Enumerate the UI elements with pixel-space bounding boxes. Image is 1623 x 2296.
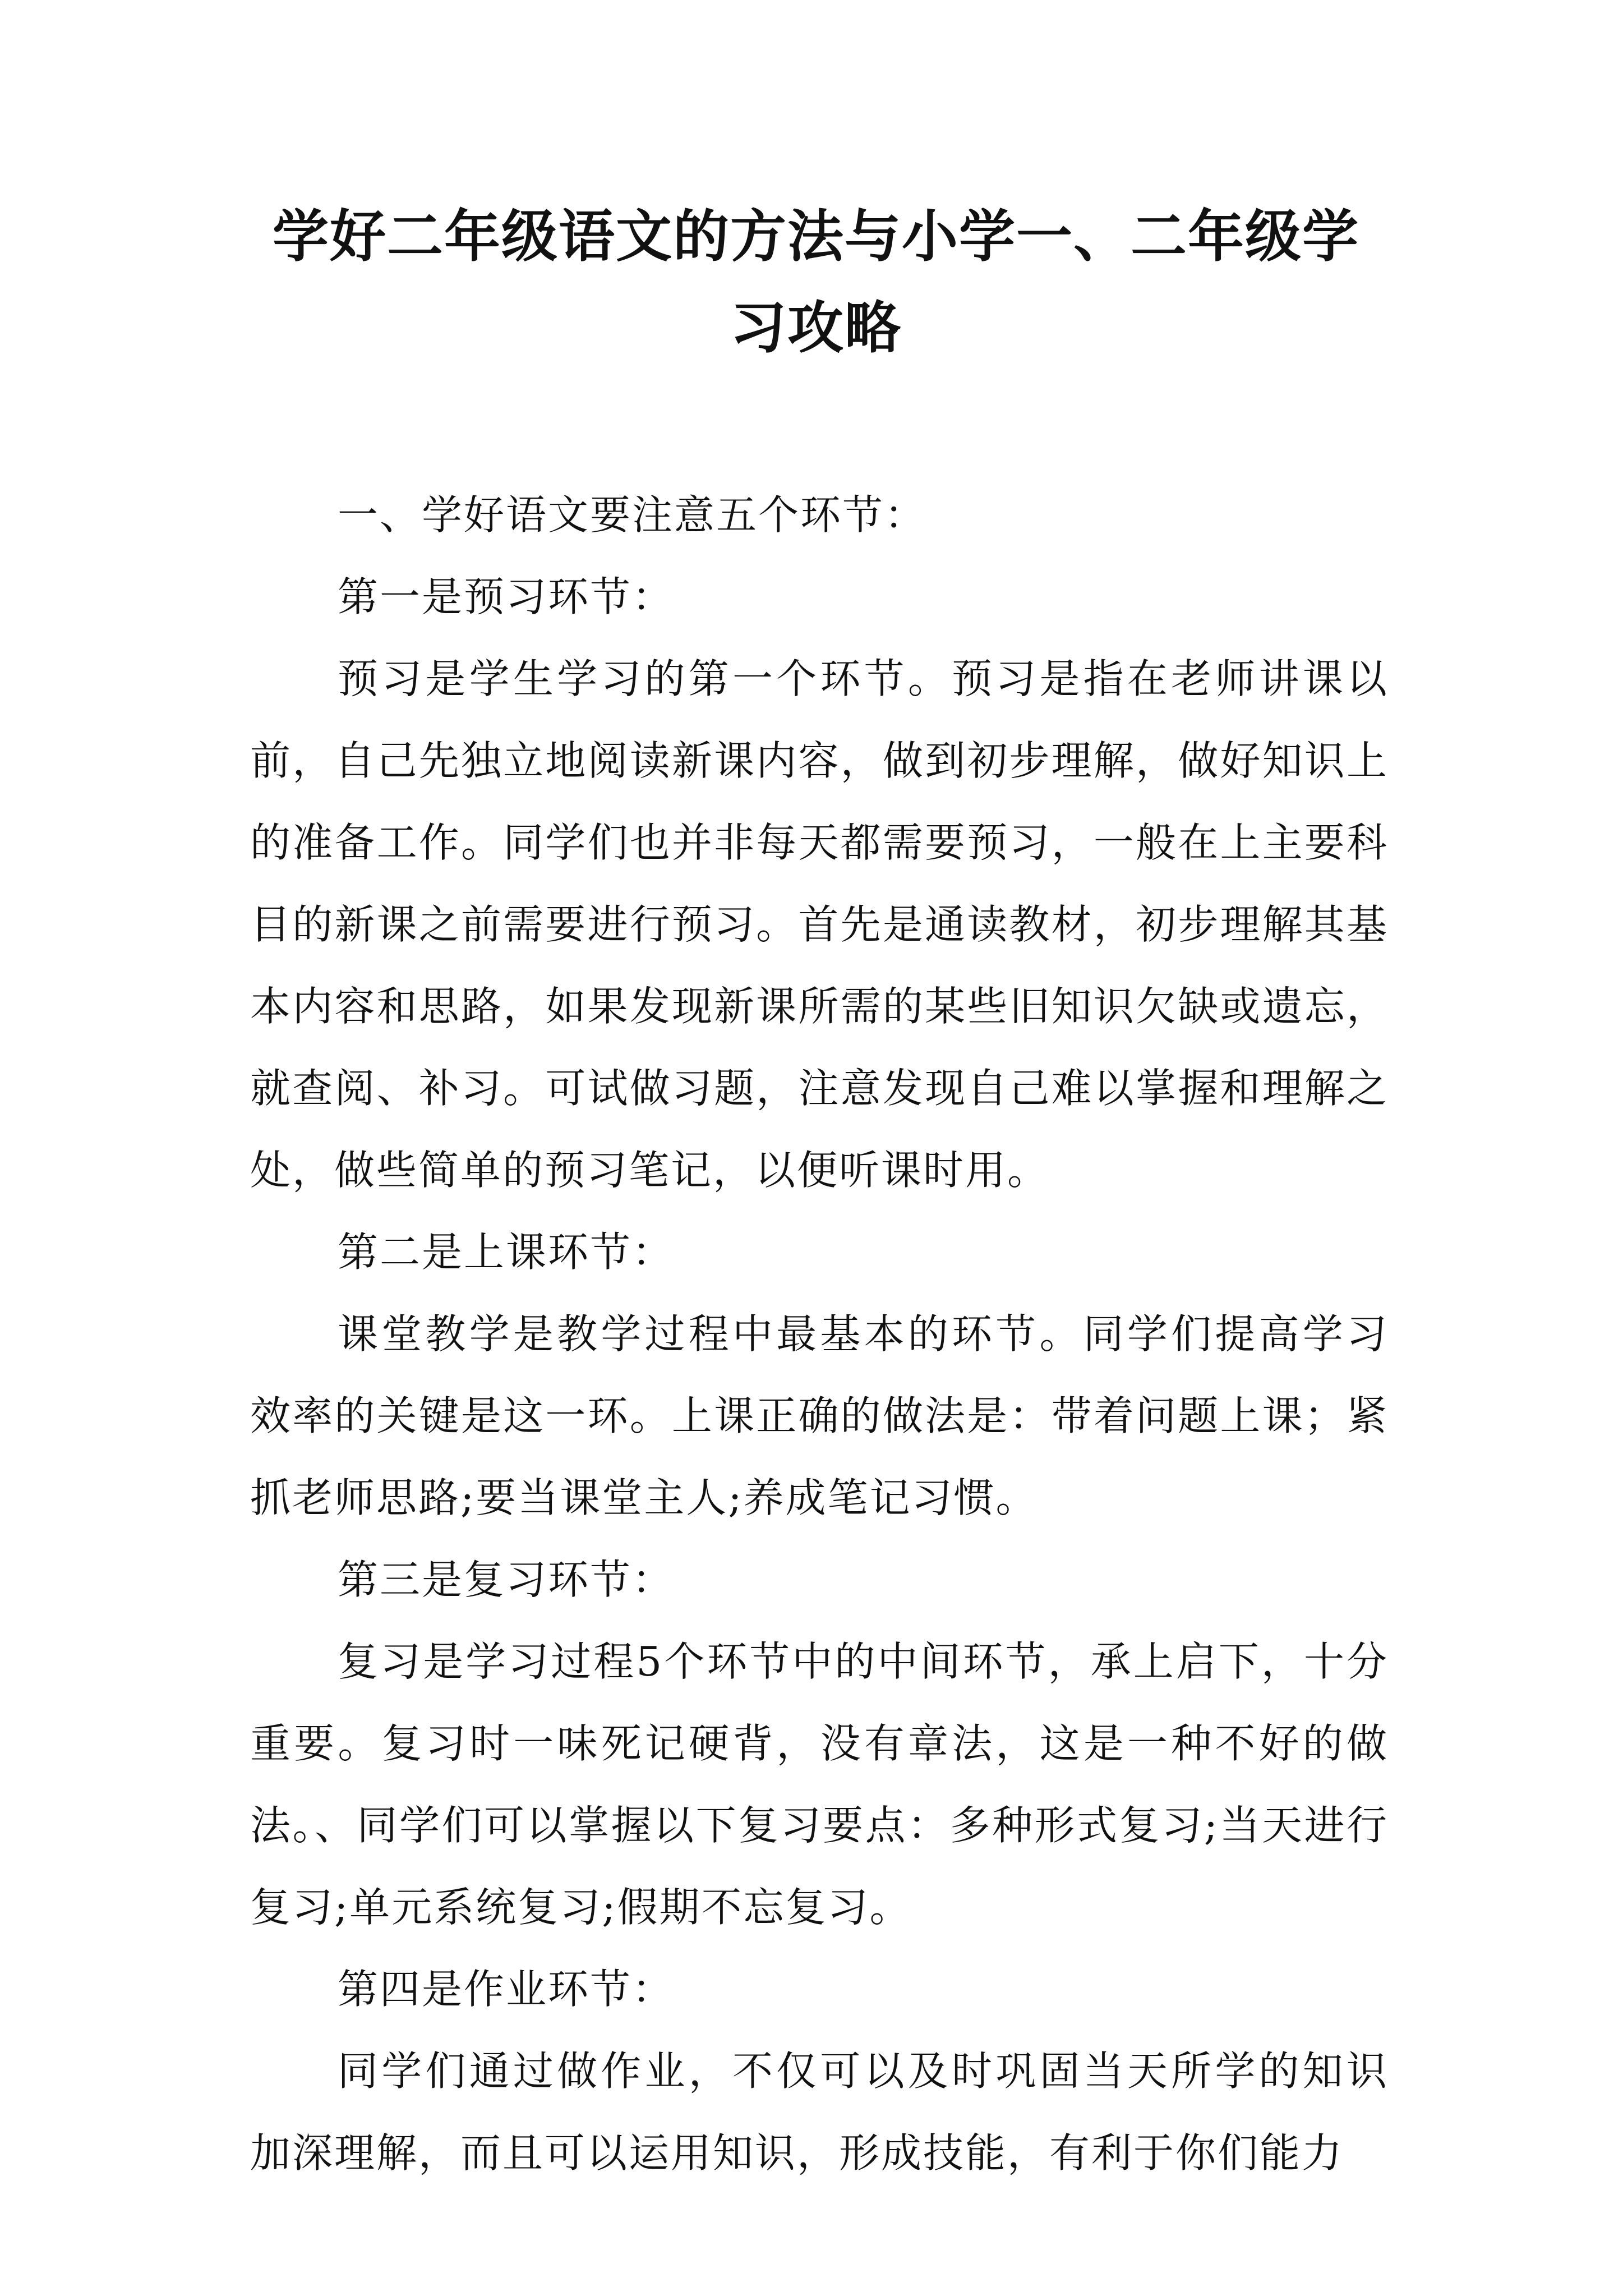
section-heading-review: 第三是复习环节：: [338, 1556, 675, 1603]
document-body: [250, 474, 1389, 2194]
section-heading-preview: 第一是预习环节：: [338, 573, 675, 620]
paragraph-review: 复习是学习过程5个环节中的中间环节，承上启下，十分重要。复习时一味死记硬背，没有章法，这是一种不好的做法。、同学们可以掌握以下复习要点：多种形式复习;当天进行复习;单元系统复习;假期不忘复习。: [250, 1638, 1389, 1931]
section-heading-class: 第二是上课环节：: [338, 1228, 675, 1276]
section-heading-homework: 第四是作业环节：: [338, 1966, 675, 2013]
section-heading-overview: 一、学好语文要注意五个环节：: [338, 491, 927, 539]
document-title: 学好二年级语文的方法与小学一、二年级学习攻略: [273, 203, 1359, 361]
paragraph-preview: 预习是学生学习的第一个环节。预习是指在老师讲课以前，自己先独立地阅读新课内容，做到初步理解，做好知识上的准备工作。同学们也并非每天都需要预习，一般在上主要科目的新课之前需要进行预习。首先是通读教材，初步理解其基本内容和思路，如果发现新课所需的某些旧知识欠缺或遗忘，就查阅、补习。可试做习题，注意发现自己难以掌握和理解之处，做些简单的预习笔记，以便听课时用。: [250, 655, 1389, 1194]
paragraph-homework: 同学们通过做作业，不仅可以及时巩固当天所学的知识加深理解，而且可以运用知识，形成技能，有利于你们能力: [250, 2047, 1389, 2177]
paragraph-class: 课堂教学是教学过程中最基本的环节。同学们提高学习效率的关键是这一环。上课正确的做法是：带着问题上课；紧抓老师思路;要当课堂主人;养成笔记习惯。: [250, 1310, 1389, 1521]
